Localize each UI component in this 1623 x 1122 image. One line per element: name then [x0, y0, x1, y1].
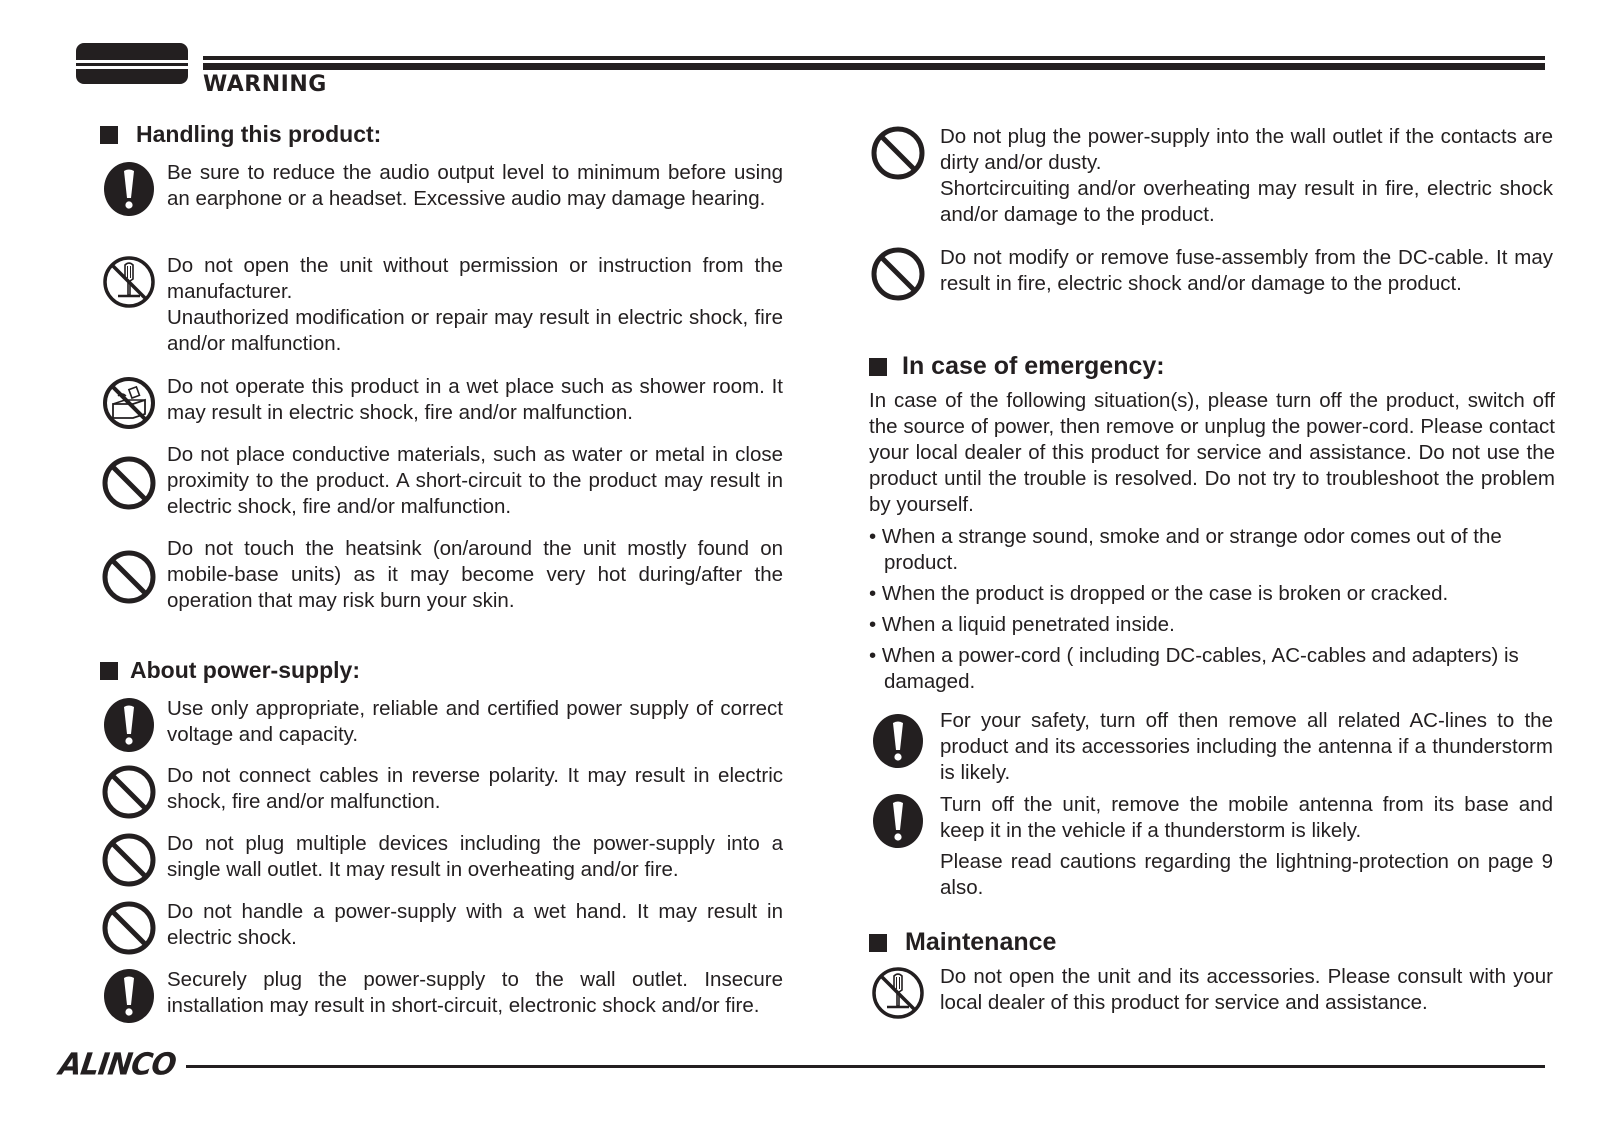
footer-rule: [186, 1065, 1545, 1068]
warning-text: Do not connect cables in reverse polarity. It may result in electric shock, fire and/or malfunction.: [167, 764, 783, 813]
warning-text: Do not handle a power-supply with a wet hand. It may result in electric shock.: [167, 900, 783, 949]
list-item: • When a liquid penetrated inside.: [869, 613, 1175, 636]
emergency-intro: In case of the following situation(s), please turn off the product, switch off the source of power, then remove or unplug the power-cord. Please contact your local dealer of this product for service and assistance. Do not use the product until the trouble is resolved. Do not try to troubleshoot the problem by yourself.: [869, 389, 1555, 516]
list-item: • When a strange sound, smoke and or strange odor comes out of the product.: [869, 525, 1502, 574]
list-item: • When a power-cord ( including DC-cables, AC-cables and adapters) is damaged.: [869, 644, 1519, 693]
warning-item: [100, 442, 783, 520]
no-disassembly-icon: [869, 964, 927, 1022]
exclamation-icon: [100, 160, 158, 218]
warning-item: [100, 899, 783, 957]
warning-text: Use only appropriate, reliable and certified power supply of correct voltage and capacity.: [167, 697, 783, 746]
heading-square-icon: [869, 358, 887, 376]
heading-square-icon: [869, 934, 887, 952]
section-title: About power-supply:: [130, 657, 360, 683]
exclamation-icon: [100, 967, 158, 1025]
warning-item: [100, 763, 783, 821]
prohibited-icon: [869, 245, 927, 303]
warning-text: Shortcircuiting and/or overheating may result in fire, electric shock and/or damage to the product.: [940, 177, 1553, 226]
warning-item: [869, 792, 1555, 901]
warning-text: Do not open the unit and its accessories. Please consult with your local dealer of this product for service and assistance.: [940, 965, 1553, 1014]
warning-text: Securely plug the power-supply to the wall outlet. Insecure installation may result in short-circuit, electronic shock and/or fire.: [167, 968, 783, 1017]
warning-item: [100, 696, 783, 754]
exclamation-icon: [869, 792, 927, 850]
warning-text: For your safety, turn off then remove all related AC-lines to the product and its accessories including the antenna if a thunderstorm is likely.: [940, 709, 1553, 784]
warning-item: [869, 708, 1555, 786]
warning-text: Do not place conductive materials, such as water or metal in close proximity to the product. A short-circuit to the product may result in electric shock, fire and/or malfunction.: [167, 443, 783, 518]
no-disassembly-icon: [100, 253, 158, 311]
page-title: WARNING: [203, 72, 327, 97]
brand-logo: ALINCO: [56, 1046, 178, 1082]
warning-text: Do not modify or remove fuse-assembly from the DC-cable. It may result in fire, electric shock and/or damage to the product.: [940, 246, 1553, 295]
warning-item: [100, 160, 783, 218]
warning-text: Turn off the unit, remove the mobile antenna from its base and keep it in the vehicle if a thunderstorm is likely.: [940, 793, 1553, 842]
section-title: Maintenance: [905, 928, 1057, 956]
heading-square-icon: [100, 662, 118, 680]
list-item: • When the product is dropped or the case is broken or cracked.: [869, 582, 1449, 605]
warning-item: [100, 536, 783, 614]
warning-item: [100, 967, 783, 1025]
section-heading-power-supply: [100, 657, 360, 684]
warning-item: [100, 253, 783, 357]
warning-text: Do not plug the power-supply into the wall outlet if the contacts are dirty and/or dusty.: [940, 125, 1553, 174]
section-heading-emergency: [869, 352, 1165, 381]
section-heading-maintenance: [869, 928, 1056, 957]
prohibited-icon: [100, 831, 158, 889]
warning-item: [100, 831, 783, 889]
section-title: Handling this product:: [136, 121, 382, 147]
prohibited-icon: [100, 454, 158, 512]
prohibited-icon: [100, 548, 158, 606]
warning-item: [869, 245, 1555, 303]
exclamation-icon: [869, 712, 927, 770]
section-heading-handling: [100, 121, 381, 148]
warning-text: Do not open the unit without permission or instruction from the manufacturer.: [167, 254, 783, 303]
header-rule-thin: [203, 56, 1545, 60]
no-wet-place-icon: [100, 374, 158, 432]
warning-text: Do not operate this product in a wet place such as shower room. It may result in electric shock, fire and/or malfunction.: [167, 375, 783, 424]
warning-text: Unauthorized modification or repair may result in electric shock, fire and/or malfunction.: [167, 306, 783, 355]
prohibited-icon: [100, 763, 158, 821]
warning-text: Do not plug multiple devices including the power-supply into a single wall outlet. It may result in overheating and/or fire.: [167, 832, 783, 881]
warning-text: Do not touch the heatsink (on/around the unit mostly found on mobile-base units) as it may become very hot during/after the operation that may risk burn your skin.: [167, 537, 783, 612]
prohibited-icon: [100, 899, 158, 957]
emergency-bullet-list: [869, 524, 1555, 695]
warning-item: [100, 374, 783, 432]
warning-text: Please read cautions regarding the lightning-protection on page 9 also.: [940, 850, 1553, 899]
section-title: In case of emergency:: [902, 352, 1165, 380]
header-rule-thick: [203, 63, 1545, 70]
warning-item: [869, 964, 1555, 1022]
warning-item: [869, 124, 1555, 228]
heading-square-icon: [100, 126, 118, 144]
warning-text: Be sure to reduce the audio output level to minimum before using an earphone or a headset. Excessive audio may damage hearing.: [167, 161, 783, 210]
warning-badge-icon: [76, 43, 188, 84]
prohibited-icon: [869, 124, 927, 182]
exclamation-icon: [100, 696, 158, 754]
